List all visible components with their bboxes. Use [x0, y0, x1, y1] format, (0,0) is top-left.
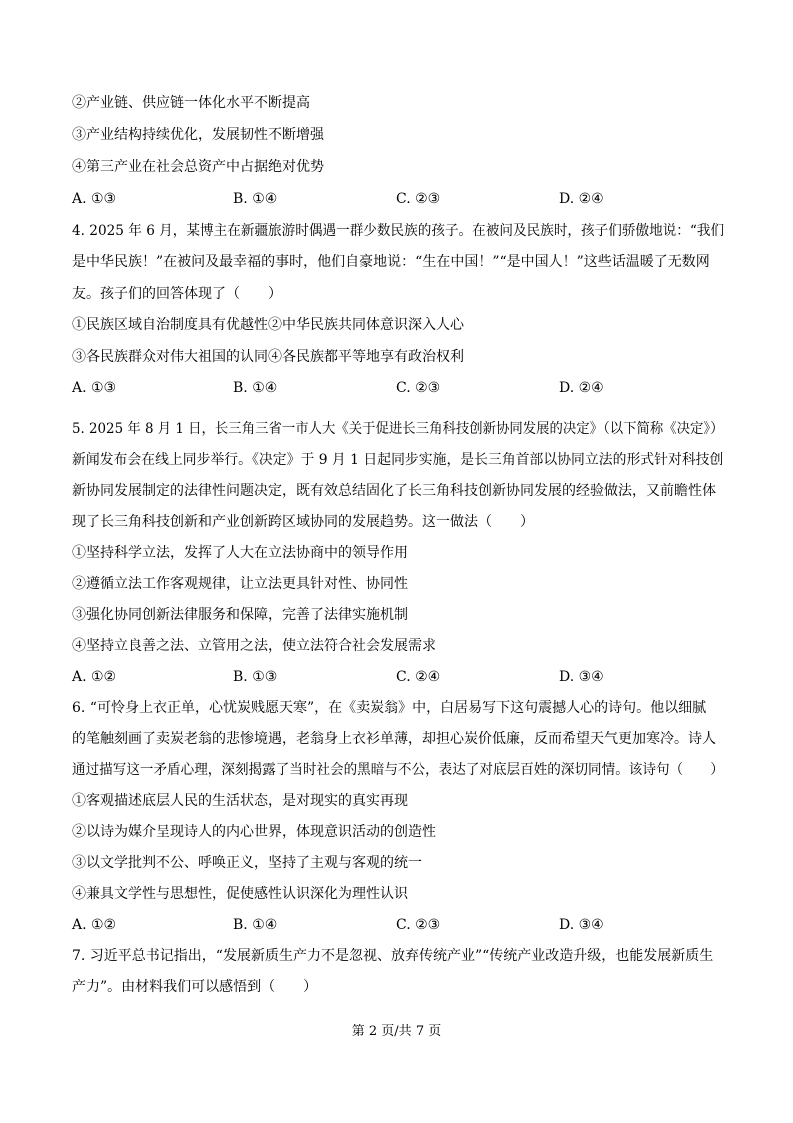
q3-option-a: A. ①③ [72, 191, 117, 207]
q5-stem-line-1: 5. 2025 年 8 月 1 日，长三角三省一市人大《关于促进长三角科技创新协同发展的决定》（以下简称《决定》） [72, 421, 724, 437]
q4-statements-1-2: ①民族区域自治制度具有优越性②中华民族共同体意识深入人心 [72, 317, 464, 333]
q4-option-d: D. ②④ [559, 380, 604, 396]
q6-statement-3: ③以文学批判不公、呼唤正义，坚持了主观与客观的统一 [72, 855, 422, 871]
q5-options [72, 667, 632, 687]
q7-stem-line-1: 7. 习近平总书记指出，“发展新质生产力不是忽视、放弃传统产业”“传统产业改造升级，也能发展新质生 [72, 948, 714, 964]
q6-statement-4: ④兼具文学性与思想性，促使感性认识深化为理性认识 [72, 886, 408, 902]
q6-option-b: B. ①④ [233, 917, 278, 933]
q7-stem-line-2: 产力”。由材料我们可以感悟到（ ） [72, 979, 318, 995]
q6-stem-line-3: 通过描写这一矛盾心理，深刻揭露了当时社会的黑暗与不公，表达了对底层百姓的深切同情。该诗句（ ） [72, 762, 724, 778]
q6-stem-line-1: 6. “可怜身上衣正单，心忧炭贱愿天寒”，在《卖炭翁》中，白居易写下这句震撼人心的诗句。他以细腻 [72, 700, 707, 716]
q3-options [72, 189, 632, 209]
q5-option-b: B. ①③ [233, 669, 278, 685]
q4-statements-3-4: ③各民族群众对伟大祖国的认同④各民族都平等地享有政治权利 [72, 349, 464, 365]
page-number-footer: 第 2 页/共 7 页 [351, 1024, 442, 1039]
q5-statement-3: ③强化协同创新法律服务和保障，完善了法律实施机制 [72, 607, 408, 623]
q4-options [72, 378, 632, 398]
q6-option-d: D. ③④ [559, 917, 604, 933]
q6-options [72, 915, 632, 935]
q6-option-a: A. ①② [72, 917, 117, 933]
q3-statement-3: ③产业结构持续优化，发展韧性不断增强 [72, 127, 324, 143]
q4-stem-line-1: 4. 2025 年 6 月，某博主在新疆旅游时偶遇一群少数民族的孩子。在被问及民族时，孩子们骄傲地说：“我们 [72, 223, 725, 239]
q3-option-c: C. ②③ [396, 191, 441, 207]
q3-option-b: B. ①④ [233, 191, 278, 207]
q6-statement-1: ①客观描述底层人民的生活状态，是对现实的真实再现 [72, 793, 408, 809]
q3-option-d: D. ②④ [559, 191, 604, 207]
q3-statement-4: ④第三产业在社会总资产中占据绝对优势 [72, 159, 324, 175]
q4-option-b: B. ①④ [233, 380, 278, 396]
q5-statement-4: ④坚持立良善之法、立管用之法，使立法符合社会发展需求 [72, 638, 436, 654]
q6-stem-line-2: 的笔触刻画了卖炭老翁的悲惨境遇，老翁身上衣衫单薄，却担心炭价低廉，反而希望天气更加寒冷。诗人 [72, 731, 716, 747]
q5-statement-1: ①坚持科学立法，发挥了人大在立法协商中的领导作用 [72, 545, 408, 561]
q5-stem-line-3: 新协同发展制定的法律性问题决定，既有效总结固化了长三角科技创新协同发展的经验做法，又前瞻性体 [72, 483, 716, 499]
q5-stem-line-2: 新闻发布会在线上同步举行。《决定》于 9 月 1 日起同步实施，是长三角首部以协同立法的形式针对科技创 [72, 452, 724, 468]
q4-option-a: A. ①③ [72, 380, 117, 396]
q4-stem-line-2: 是中华民族！”在被问及最幸福的事时，他们自豪地说：“生在中国！”“是中国人！”这些话温暖了无数网 [72, 254, 710, 270]
q4-stem-line-3: 友。孩子们的回答体现了（ ） [72, 286, 282, 302]
q5-option-c: C. ②④ [396, 669, 441, 685]
q5-statement-2: ②遵循立法工作客观规律，让立法更具针对性、协同性 [72, 576, 408, 592]
q5-option-a: A. ①② [72, 669, 117, 685]
q6-statement-2: ②以诗为媒介呈现诗人的内心世界，体现意识活动的创造性 [72, 824, 436, 840]
q3-statement-2: ②产业链、供应链一体化水平不断提高 [72, 95, 310, 111]
q6-option-c: C. ②③ [396, 917, 441, 933]
q4-option-c: C. ②③ [396, 380, 441, 396]
q5-option-d: D. ③④ [559, 669, 604, 685]
q5-stem-line-4: 现了长三角科技创新和产业创新跨区域协同的发展趋势。这一做法（ ） [72, 514, 534, 530]
